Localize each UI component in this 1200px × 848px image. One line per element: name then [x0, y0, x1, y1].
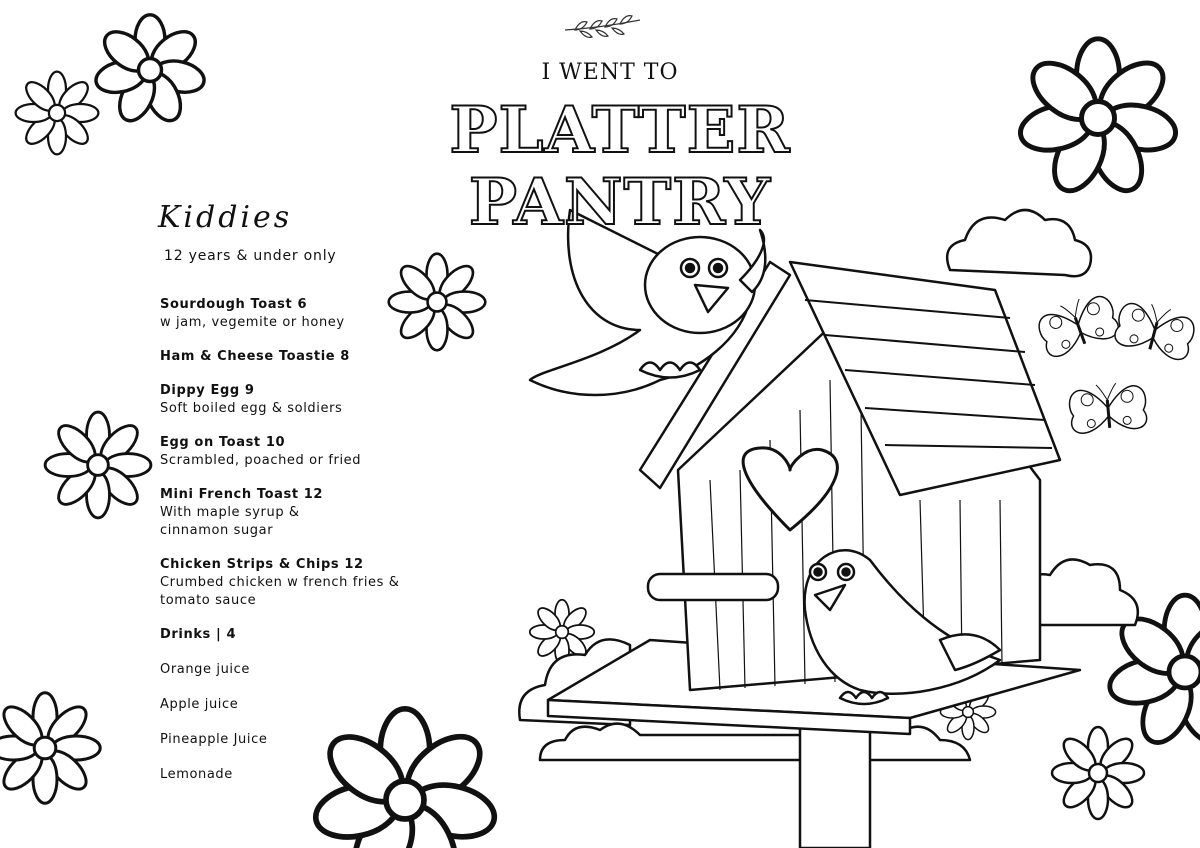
drink-item: Lemonade [160, 767, 233, 782]
butterfly-icon [1112, 297, 1198, 362]
daisy-icon [45, 412, 151, 518]
menu-item-desc: Scrambled, poached or fried [160, 453, 362, 468]
drink-item: Pineapple Juice [160, 732, 268, 747]
menu-item-name: Sourdough Toast 6 [160, 297, 308, 312]
menu-item [160, 348, 460, 366]
menu-item-name: Mini French Toast 12 [160, 487, 324, 502]
menu-item-name: Chicken Strips & Chips 12 [160, 557, 364, 572]
menu-list [160, 296, 460, 784]
menu-item [160, 556, 460, 610]
drink-item: Apple juice [160, 697, 239, 712]
menu-item [160, 434, 460, 470]
drinks-title: Drinks | 4 [160, 627, 237, 642]
birdhouse-illustration [519, 210, 1138, 848]
menu-item [160, 296, 460, 332]
page-title: PLATTER PANTRY [449, 93, 791, 240]
menu-item-desc: Soft boiled egg & soldiers [160, 401, 343, 416]
drinks-section [160, 626, 460, 784]
menu-item-name: Egg on Toast 10 [160, 435, 286, 450]
daisy-icon [0, 693, 100, 803]
section-title: Kiddies [158, 200, 293, 235]
menu-item [160, 486, 460, 540]
section-subtitle: 12 years & under only [164, 248, 337, 264]
menu-item-name: Dippy Egg 9 [160, 383, 255, 398]
daisy-icon [16, 72, 99, 155]
daisy-icon [93, 15, 207, 126]
menu-item-desc: w jam, vegemite or honey [160, 315, 345, 330]
daisy-icon [1016, 39, 1180, 199]
menu-item-name: Ham & Cheese Toastie 8 [160, 349, 350, 364]
menu-item [160, 382, 460, 418]
butterfly-icon [1034, 289, 1122, 359]
leaf-sprig-icon [565, 16, 640, 38]
drink-item: Orange juice [160, 662, 250, 677]
butterfly-icon [1068, 381, 1148, 434]
menu-item-desc: With maple syrup & cinnamon sugar [160, 505, 300, 538]
menu-item-desc: Crumbed chicken w french fries & tomato sauce [160, 575, 400, 608]
daisy-icon [1052, 727, 1144, 819]
header-subtitle: I WENT TO [541, 60, 679, 85]
